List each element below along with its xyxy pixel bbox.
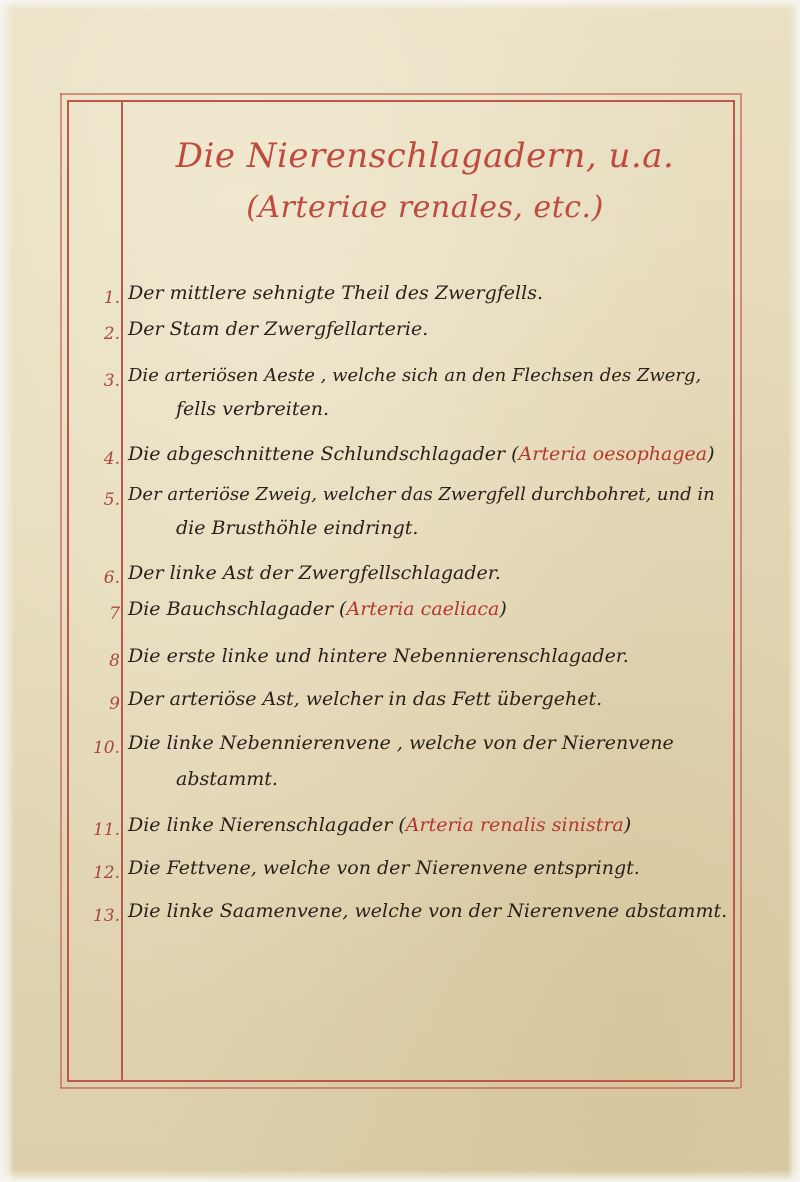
entry-text-continuation: fells verbreiten. bbox=[176, 398, 330, 420]
entry-number: 5. bbox=[103, 490, 120, 510]
entry-text-close: ) bbox=[623, 814, 632, 836]
entry-text-close: ) bbox=[499, 598, 507, 620]
paper-edge-bottom bbox=[0, 1170, 800, 1182]
entry-text bbox=[128, 445, 728, 464]
entry-text-close: ) bbox=[707, 443, 715, 465]
frame-outer-right bbox=[740, 93, 742, 1088]
entry-number: 8 bbox=[109, 651, 120, 671]
latin-term: Arteria oesophagea bbox=[518, 443, 708, 465]
page-title: Die Nierenschlagadern, u.a. bbox=[175, 136, 675, 176]
frame-outer-left bbox=[60, 93, 62, 1088]
entry-text-main: Die Bauchschlagader ( bbox=[128, 598, 347, 620]
page-subtitle: (Arteriae renales, etc.) bbox=[246, 190, 604, 225]
entry-number: 11. bbox=[92, 820, 120, 840]
frame-outer-top bbox=[60, 93, 740, 95]
entry-number: 4. bbox=[103, 449, 120, 469]
frame-outer-bottom bbox=[60, 1087, 740, 1089]
frame-inner-bottom bbox=[67, 1080, 734, 1082]
entry-text: Die Fettvene, welche von der Nierenvene entspringt. bbox=[128, 857, 640, 879]
frame-inner-top bbox=[67, 100, 734, 102]
paper-edge-right bbox=[788, 0, 800, 1182]
latin-term: Arteria renalis sinistra bbox=[405, 814, 624, 836]
entry-text: Die erste linke und hintere Nebennierenschlagader. bbox=[128, 645, 629, 667]
entry-text: Der arteriöse Ast, welcher in das Fett übergehet. bbox=[128, 688, 603, 710]
frame-inner-right bbox=[733, 100, 735, 1081]
entry-text: Der mittlere sehnigte Theil des Zwergfells. bbox=[128, 282, 543, 304]
entry-number: 3. bbox=[103, 371, 120, 391]
entry-number: 7 bbox=[109, 604, 120, 624]
margin-rule bbox=[121, 100, 123, 1081]
entry-text: Der linke Ast der Zwergfellschlagader. bbox=[128, 562, 501, 584]
entry-number: 12. bbox=[92, 863, 120, 883]
entry-text: Der arteriöse Zweig, welcher das Zwergfell durchbohret, und in bbox=[128, 484, 715, 505]
paper-edge-left bbox=[0, 0, 14, 1182]
entry-number: 13. bbox=[92, 906, 120, 926]
paper-edge-top bbox=[0, 0, 800, 10]
entry-number: 10. bbox=[92, 738, 120, 758]
entry-text-continuation: abstammt. bbox=[176, 768, 278, 790]
entry-number: 6. bbox=[103, 568, 120, 588]
entry-text bbox=[128, 816, 728, 835]
entry-text bbox=[128, 600, 728, 619]
entry-number: 1. bbox=[103, 288, 120, 308]
entry-text-main: Die abgeschnittene Schlundschlagader ( bbox=[128, 443, 519, 465]
entry-number: 9 bbox=[109, 694, 120, 714]
entry-text: Die linke Nebennierenvene , welche von der Nierenvene bbox=[128, 732, 674, 754]
entry-text-continuation: die Brusthöhle eindringt. bbox=[176, 517, 419, 539]
entry-number: 2. bbox=[103, 324, 120, 344]
entry-text: Die arteriösen Aeste , welche sich an den Flechsen des Zwerg, bbox=[128, 365, 702, 386]
entry-text: Der Stam der Zwergfellarterie. bbox=[128, 318, 429, 340]
entry-text: Die linke Saamenvene, welche von der Nierenvene abstammt. bbox=[128, 900, 728, 922]
entry-text-main: Die linke Nierenschlagader ( bbox=[128, 814, 406, 836]
latin-term: Arteria caeliaca bbox=[346, 598, 500, 620]
frame-inner-left bbox=[67, 100, 69, 1081]
